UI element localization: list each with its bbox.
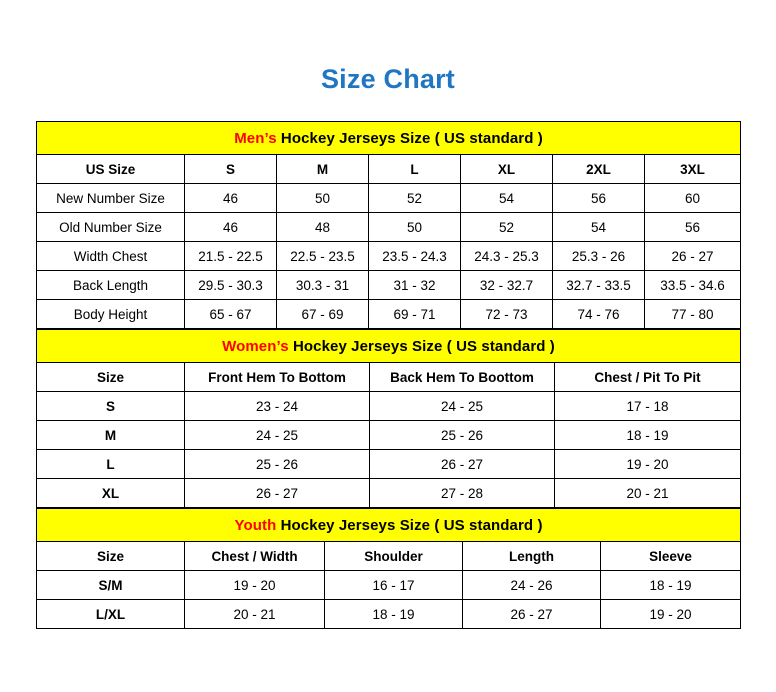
mens-row-0-cell-4: 54 (461, 184, 553, 213)
womens-row-0-cell-2: 24 - 25 (370, 392, 555, 421)
youth-row-0-cell-4: 18 - 19 (601, 571, 741, 600)
youth-row-1-cell-4: 19 - 20 (601, 600, 741, 629)
youth-row-1-cell-2: 18 - 19 (325, 600, 463, 629)
womens-col-header-0: Size (37, 363, 185, 392)
womens-section-heading (37, 330, 741, 363)
mens-row-1-cell-6: 56 (645, 213, 741, 242)
womens-row-1-cell-2: 25 - 26 (370, 421, 555, 450)
mens-row-2-cell-6: 26 - 27 (645, 242, 741, 271)
table-row (37, 184, 741, 213)
youth-heading-rest: Hockey Jerseys Size ( US standard ) (276, 516, 543, 534)
table-row (37, 479, 741, 508)
table-row (37, 213, 741, 242)
mens-row-1-cell-1: 46 (185, 213, 277, 242)
womens-row-2-cell-1: 25 - 26 (185, 450, 370, 479)
mens-row-4-cell-3: 69 - 71 (369, 300, 461, 329)
mens-heading-rest: Hockey Jerseys Size ( US standard ) (276, 129, 543, 147)
mens-row-4-cell-1: 65 - 67 (185, 300, 277, 329)
mens-row-3-cell-4: 32 - 32.7 (461, 271, 553, 300)
table-row (37, 242, 741, 271)
youth-col-header-0: Size (37, 542, 185, 571)
mens-col-header-6: 3XL (645, 155, 741, 184)
page-title: Size Chart (320, 64, 456, 94)
youth-row-0-label: S/M (37, 571, 185, 600)
youth-section-heading-row (37, 509, 741, 542)
mens-row-1-cell-2: 48 (277, 213, 369, 242)
mens-size-table (36, 121, 741, 329)
mens-row-0-cell-1: 46 (185, 184, 277, 213)
table-row (37, 571, 741, 600)
mens-row-0-cell-2: 50 (277, 184, 369, 213)
table-row (37, 300, 741, 329)
youth-col-header-4: Sleeve (601, 542, 741, 571)
mens-col-header-4: XL (461, 155, 553, 184)
youth-row-1-label: L/XL (37, 600, 185, 629)
mens-row-2-cell-4: 24.3 - 25.3 (461, 242, 553, 271)
youth-col-header-2: Shoulder (325, 542, 463, 571)
youth-column-header-row (37, 542, 741, 571)
table-row (37, 421, 741, 450)
womens-row-1-label: M (37, 421, 185, 450)
mens-row-4-cell-6: 77 - 80 (645, 300, 741, 329)
mens-row-2-cell-5: 25.3 - 26 (553, 242, 645, 271)
mens-row-4-label: Body Height (37, 300, 185, 329)
mens-row-0-cell-3: 52 (369, 184, 461, 213)
womens-row-2-cell-3: 19 - 20 (555, 450, 741, 479)
youth-row-0-cell-3: 24 - 26 (463, 571, 601, 600)
womens-row-3-label: XL (37, 479, 185, 508)
womens-row-2-label: L (37, 450, 185, 479)
mens-row-1-label: Old Number Size (37, 213, 185, 242)
youth-col-header-1: Chest / Width (185, 542, 325, 571)
tables-container (36, 121, 740, 629)
womens-row-3-cell-1: 26 - 27 (185, 479, 370, 508)
mens-col-header-5: 2XL (553, 155, 645, 184)
mens-row-0-label: New Number Size (37, 184, 185, 213)
womens-heading-rest: Hockey Jerseys Size ( US standard ) (288, 337, 555, 355)
womens-col-header-3: Chest / Pit To Pit (555, 363, 741, 392)
mens-row-3-label: Back Length (37, 271, 185, 300)
womens-column-header-row (37, 363, 741, 392)
mens-row-2-cell-1: 21.5 - 22.5 (185, 242, 277, 271)
womens-row-1-cell-3: 18 - 19 (555, 421, 741, 450)
womens-row-0-cell-1: 23 - 24 (185, 392, 370, 421)
womens-row-1-cell-1: 24 - 25 (185, 421, 370, 450)
mens-section-heading-row (37, 122, 741, 155)
mens-row-2-label: Width Chest (37, 242, 185, 271)
table-row (37, 450, 741, 479)
youth-section-heading (37, 509, 741, 542)
womens-col-header-2: Back Hem To Boottom (370, 363, 555, 392)
mens-column-header-row (37, 155, 741, 184)
mens-heading-accent: Men’s (234, 129, 277, 147)
youth-row-1-cell-1: 20 - 21 (185, 600, 325, 629)
womens-section-heading-row (37, 330, 741, 363)
mens-col-header-0: US Size (37, 155, 185, 184)
youth-row-0-cell-1: 19 - 20 (185, 571, 325, 600)
mens-col-header-3: L (369, 155, 461, 184)
mens-row-3-cell-3: 31 - 32 (369, 271, 461, 300)
mens-row-1-cell-3: 50 (369, 213, 461, 242)
womens-heading-accent: Women’s (222, 337, 289, 355)
mens-col-header-1: S (185, 155, 277, 184)
womens-row-3-cell-2: 27 - 28 (370, 479, 555, 508)
mens-row-1-cell-4: 52 (461, 213, 553, 242)
mens-row-2-cell-3: 23.5 - 24.3 (369, 242, 461, 271)
table-row (37, 392, 741, 421)
youth-row-0-cell-2: 16 - 17 (325, 571, 463, 600)
mens-row-3-cell-2: 30.3 - 31 (277, 271, 369, 300)
mens-row-3-cell-6: 33.5 - 34.6 (645, 271, 741, 300)
youth-row-1-cell-3: 26 - 27 (463, 600, 601, 629)
womens-size-table (36, 329, 741, 508)
mens-row-4-cell-4: 72 - 73 (461, 300, 553, 329)
mens-row-0-cell-6: 60 (645, 184, 741, 213)
youth-heading-accent: Youth (234, 516, 277, 534)
youth-col-header-3: Length (463, 542, 601, 571)
womens-row-2-cell-2: 26 - 27 (370, 450, 555, 479)
mens-row-4-cell-5: 74 - 76 (553, 300, 645, 329)
mens-row-3-cell-1: 29.5 - 30.3 (185, 271, 277, 300)
womens-col-header-1: Front Hem To Bottom (185, 363, 370, 392)
mens-row-0-cell-5: 56 (553, 184, 645, 213)
mens-col-header-2: M (277, 155, 369, 184)
youth-size-table (36, 508, 741, 629)
womens-row-3-cell-3: 20 - 21 (555, 479, 741, 508)
mens-section-heading (37, 122, 741, 155)
womens-row-0-label: S (37, 392, 185, 421)
table-row (37, 271, 741, 300)
mens-row-4-cell-2: 67 - 69 (277, 300, 369, 329)
womens-row-0-cell-3: 17 - 18 (555, 392, 741, 421)
table-row (37, 600, 741, 629)
mens-row-3-cell-5: 32.7 - 33.5 (553, 271, 645, 300)
mens-row-2-cell-2: 22.5 - 23.5 (277, 242, 369, 271)
mens-row-1-cell-5: 54 (553, 213, 645, 242)
